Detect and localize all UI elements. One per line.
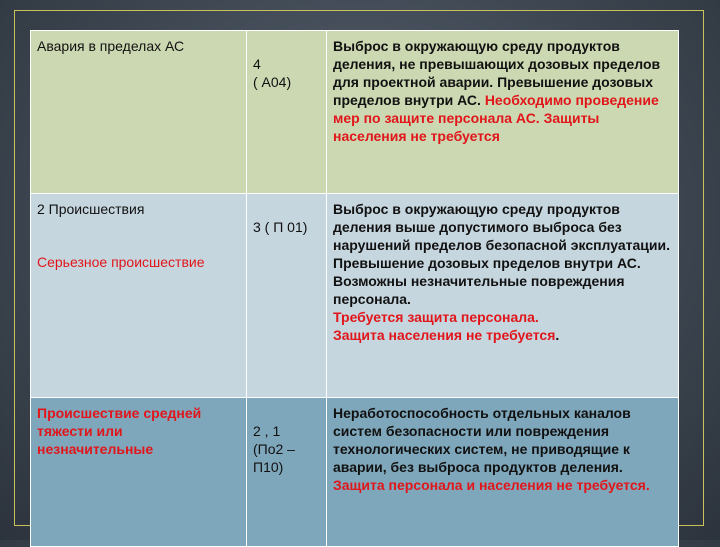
code-label: 3 ( П 01) xyxy=(253,219,308,235)
level-cell xyxy=(31,398,247,547)
description-emphasis-2: Защита населения не требуется xyxy=(333,327,556,343)
code-cell xyxy=(247,194,327,398)
description-cell xyxy=(327,194,679,398)
description-emphasis: Требуется защита персонала. xyxy=(333,309,539,325)
description-text: Выброс в окружающую среду продуктов деления, не превышающих дозовых пределов для проектной аварии. Превышение дозовых пределов внутри АС. xyxy=(333,38,661,108)
code-label: 4 ( А04) xyxy=(253,56,292,90)
code-cell xyxy=(247,31,327,194)
level-label: Авария в пределах АС xyxy=(37,38,185,54)
table-row xyxy=(31,398,679,547)
table-row xyxy=(31,194,679,398)
description-text: Неработоспособность отдельных каналов систем безопасности или повреждения технологических систем, не приводящие к аварии, без выброса продуктов деления. xyxy=(333,405,631,475)
description-tail: . xyxy=(555,327,560,343)
level-label: Происшествие средней тяжести или незначительные xyxy=(37,405,202,457)
incident-scale-table xyxy=(30,30,679,547)
description-emphasis: Необходимо проведение мер по защите персонала АС. Защиты населения не требуется xyxy=(333,92,659,144)
description-cell xyxy=(327,398,679,547)
level-cell xyxy=(31,194,247,398)
description-emphasis: Защита персонала и населения не требуется. xyxy=(333,477,650,493)
description-text-2: Возможны незначительные повреждения персонала. xyxy=(333,273,625,307)
description-text: Выброс в окружающую среду продуктов деления выше допустимого выброса без нарушений пределов безопасной эксплуатации. Превышение дозовых пределов внутри АС. xyxy=(333,201,671,271)
description-cell xyxy=(327,31,679,194)
level-cell xyxy=(31,31,247,194)
code-cell xyxy=(247,398,327,547)
code-label: 2 , 1 (По2 – П10) xyxy=(253,423,295,475)
level-label: 2 Происшествия xyxy=(37,201,145,217)
table-row xyxy=(31,31,679,194)
level-sub-label: Серьезное происшествие xyxy=(37,254,205,270)
